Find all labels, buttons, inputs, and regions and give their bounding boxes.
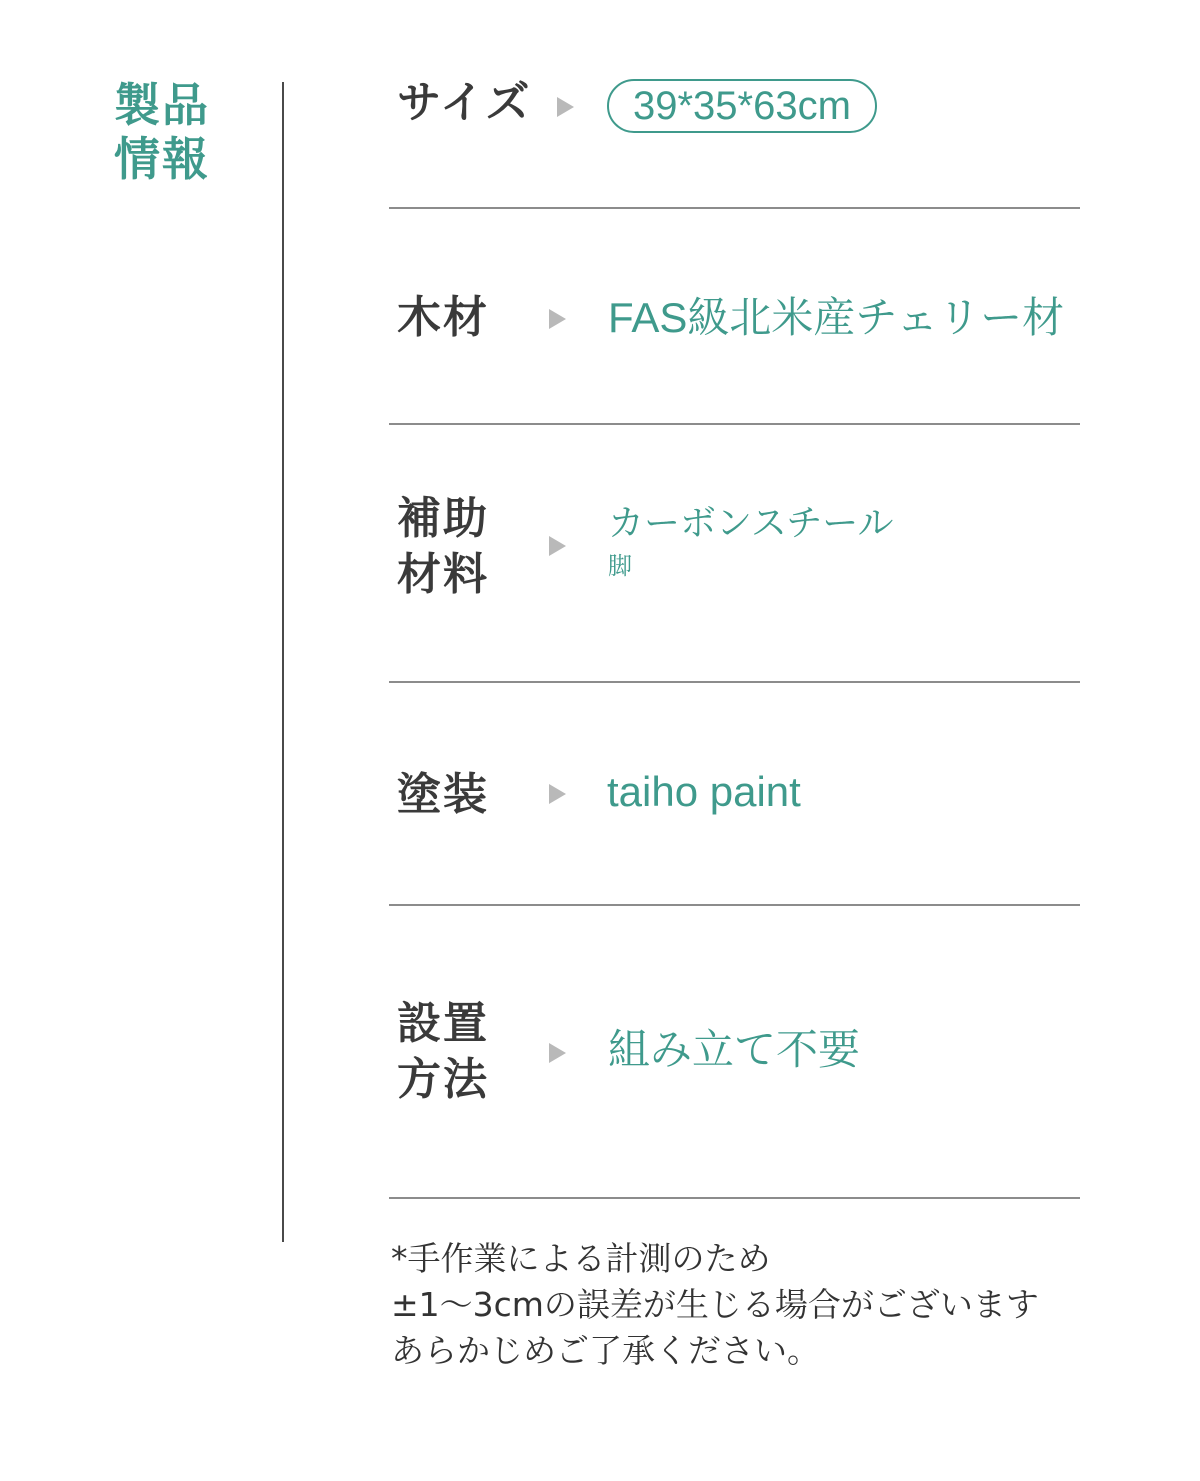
measurement-note: [391, 1236, 1091, 1374]
note-line: あらかじめご了承ください。: [391, 1331, 820, 1370]
note-line: *手作業による計測のため: [391, 1239, 771, 1278]
spec-label-wood: 木材: [397, 292, 489, 343]
spec-row-installation: [389, 995, 1080, 1125]
spec-row-auxiliary-material: [389, 490, 1080, 620]
spec-label-finish: 塗装: [397, 769, 489, 820]
triangle-right-icon: [549, 1043, 566, 1063]
spec-row-size: [389, 72, 1080, 208]
note-line: ±1～3cmの誤差が生じる場合がございます: [391, 1285, 1039, 1324]
row-divider: [389, 681, 1080, 683]
section-title-line1: 製品: [114, 78, 210, 132]
triangle-right-icon: [557, 97, 574, 117]
spec-value-auxiliary-material: カーボンスチール: [608, 502, 894, 543]
spec-value-auxiliary-material-sub: 脚: [608, 553, 632, 580]
spec-value-wood: FAS級北米産チェリー材: [608, 294, 1065, 341]
section-title-line2: 情報: [114, 132, 210, 186]
row-divider: [389, 423, 1080, 425]
spec-value-installation: 組み立て不要: [608, 1026, 861, 1073]
vertical-divider: [282, 82, 284, 1242]
row-divider: [389, 904, 1080, 906]
spec-value-size-badge: 39*35*63cm: [607, 79, 877, 133]
spec-row-wood: [389, 280, 1080, 360]
spec-label-auxiliary-material: 補助 材料: [397, 493, 489, 600]
triangle-right-icon: [549, 784, 566, 804]
row-divider: [389, 1197, 1080, 1199]
spec-row-finish: [389, 760, 1080, 840]
triangle-right-icon: [549, 536, 566, 556]
spec-label-size: サイズ: [397, 77, 532, 128]
spec-value-finish: taiho paint: [607, 768, 801, 815]
row-divider: [389, 207, 1080, 209]
section-title: [114, 78, 224, 186]
spec-label-installation: 設置 方法: [397, 998, 489, 1105]
triangle-right-icon: [549, 309, 566, 329]
